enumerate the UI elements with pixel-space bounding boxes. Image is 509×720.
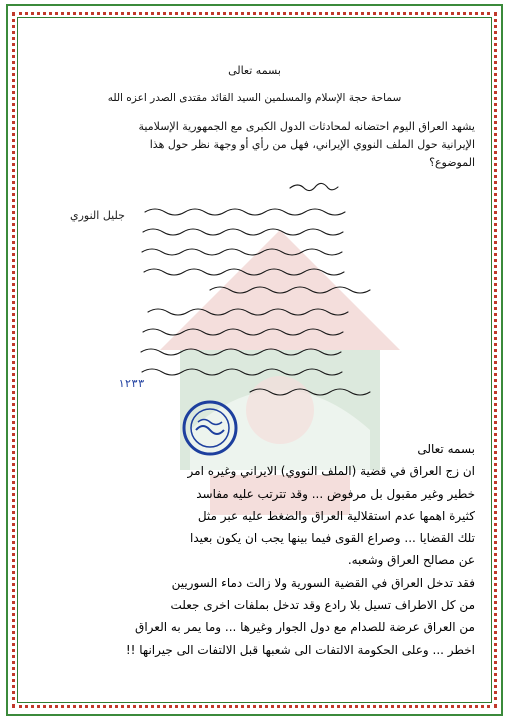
handwritten-reply-image — [140, 178, 380, 428]
typed-basmala: بسمه تعالى — [417, 442, 475, 456]
typed-reply — [30, 438, 475, 661]
recipient-address: سماحة حجة الإسلام والمسلمين السيد القائد مقتدى الصدر اعزه الله — [107, 92, 402, 104]
question-line: الموضوع؟ — [429, 156, 475, 169]
signature-name: جليل النوري — [70, 209, 125, 222]
typed-line: عن مصالح العراق وشعبه. — [347, 553, 475, 568]
typed-line: من العراق عرضة للصدام مع دول الجوار وغيرها ... وما يمر به العراق — [135, 620, 475, 635]
typed-line: تلك القضايا ... وصراع القوى فيما بينها يجب ان يكون بعيدا — [190, 531, 475, 546]
header-basmala: بسمه تعالى — [228, 64, 281, 77]
typed-line: خطير وغير مقبول بل مرفوض ... وقد تترتب عليه مفاسد — [196, 486, 475, 501]
typed-line: اخطر ... وعلى الحكومة الالتفات الى شعبها قبل الالتفات الى جيرانها !! — [125, 642, 475, 657]
question-text — [32, 118, 475, 172]
question-line: يشهد العراق اليوم احتضانه لمحادثات الدول الكبرى مع الجمهورية الإسلامية — [138, 120, 475, 133]
typed-line: فقد تدخل العراق في القضية السورية ولا زالت دماء السوريين — [171, 575, 475, 590]
typed-line: ان زج العراق في قضية (الملف النووي) الايراني وغيره امر — [187, 464, 475, 479]
question-line: الإيرانية حول الملف النووي الإيراني، فهل من رأي أو وجهة نظر حول هذا — [149, 138, 475, 151]
reply-number: ١٢٣٣ — [118, 377, 145, 390]
typed-line: كثيرة اهمها عدم استقلالية العراق والضغط عليه عبر مثل — [197, 508, 475, 523]
typed-line: من كل الاطراف تسيل بلا رادع وقد تدخل بملفات اخرى جعلت — [170, 598, 475, 613]
